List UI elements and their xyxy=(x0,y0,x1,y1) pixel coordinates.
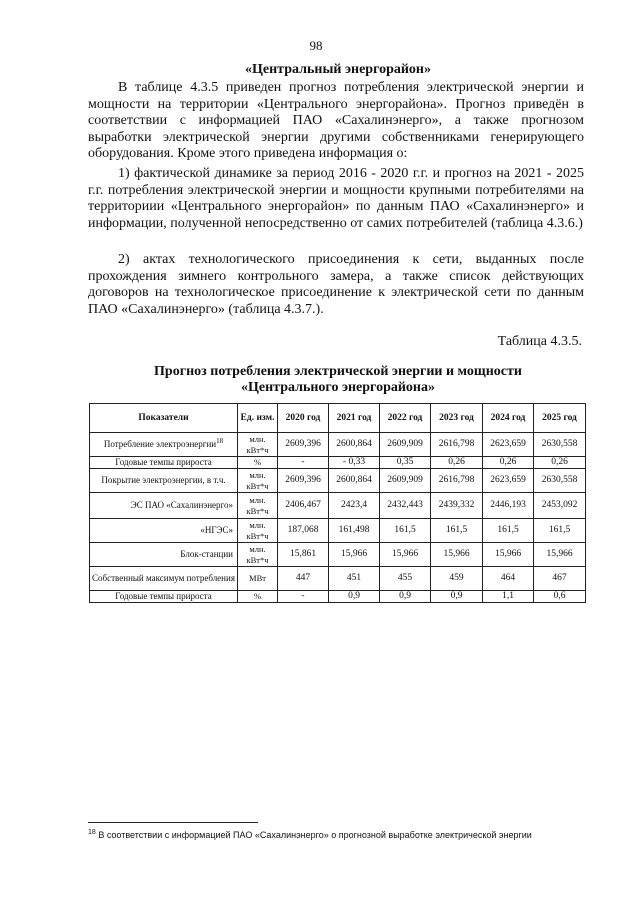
intro-text: В таблице 4.3.5 приведен прогноз потребления электрической энергии и мощности на территории «Центрального энергорайона». Прогноз приведён в соответствии с информацией ПАО «Сахалинэнерго», а также прогнозом выработки электрической энергии другими собственниками генерирующего оборудования. Кроме этого приведена информация о: xyxy=(88,80,584,162)
value-cell: 2432,443 xyxy=(380,493,431,519)
table-row xyxy=(90,519,586,543)
section-title: «Центральный энергорайон» xyxy=(245,62,431,77)
unit-cell: млн. кВт*ч xyxy=(238,543,278,567)
indicator-cell xyxy=(90,567,238,591)
value-cell: 0,26 xyxy=(534,457,586,469)
footnote-text: В соответствии с информацией ПАО «Сахалинэнерго» о прогнозной выработке электрической энергии xyxy=(98,830,532,840)
value-cell: - xyxy=(278,457,329,469)
value-cell: 464 xyxy=(483,567,534,591)
value-cell: 161,5 xyxy=(483,519,534,543)
unit-cell: млн. кВт*ч xyxy=(238,519,278,543)
value-cell: 0,9 xyxy=(431,591,483,603)
value-cell: 161,5 xyxy=(380,519,431,543)
value-cell: 187,068 xyxy=(278,519,329,543)
table-row xyxy=(90,469,586,493)
indicator-label: Потребление электроэнергии xyxy=(103,439,217,450)
indicator-cell xyxy=(90,543,238,567)
value-cell: 161,498 xyxy=(329,519,380,543)
header-cell: Ед. изм. xyxy=(238,404,278,433)
value-cell: 0,26 xyxy=(431,457,483,469)
value-cell: 2406,467 xyxy=(278,493,329,519)
value-cell: 0,26 xyxy=(483,457,534,469)
header-cell: 2025 год xyxy=(534,404,586,433)
value-cell: 0,6 xyxy=(534,591,586,603)
table-row xyxy=(90,567,586,591)
value-cell: 451 xyxy=(329,567,380,591)
footnote xyxy=(88,830,588,840)
header-cell: Показатели xyxy=(90,404,238,433)
value-cell: 459 xyxy=(431,567,483,591)
value-cell: 2623,659 xyxy=(483,433,534,457)
value-cell: 161,5 xyxy=(534,519,586,543)
table-row xyxy=(90,433,586,457)
indicator-label: Блок-станции xyxy=(180,549,233,560)
value-cell: 15,861 xyxy=(278,543,329,567)
value-cell: 467 xyxy=(534,567,586,591)
indicator-cell xyxy=(90,457,238,469)
value-cell: 161,5 xyxy=(431,519,483,543)
unit-cell: % xyxy=(238,591,278,603)
value-cell: 2439,332 xyxy=(431,493,483,519)
value-cell: 15,966 xyxy=(431,543,483,567)
footnote-mark: 18 xyxy=(88,829,96,836)
unit-cell: млн. кВт*ч xyxy=(238,433,278,457)
table-caption: Таблица 4.3.5. xyxy=(497,334,582,349)
value-cell: 2453,092 xyxy=(534,493,586,519)
footnote-divider xyxy=(88,822,258,823)
value-cell: 1,1 xyxy=(483,591,534,603)
value-cell: 2600,864 xyxy=(329,469,380,493)
value-cell: 0,35 xyxy=(380,457,431,469)
unit-cell: млн. кВт*ч xyxy=(238,469,278,493)
indicator-cell xyxy=(90,591,238,603)
indicator-cell xyxy=(90,469,238,493)
indicator-cell xyxy=(90,493,238,519)
value-cell: 0,9 xyxy=(329,591,380,603)
value-cell: 455 xyxy=(380,567,431,591)
table-row xyxy=(90,457,586,469)
value-cell: 15,966 xyxy=(380,543,431,567)
value-cell: 2630,558 xyxy=(534,469,586,493)
table-header-row xyxy=(90,404,586,433)
value-cell: 2616,798 xyxy=(431,433,483,457)
value-cell: 2609,396 xyxy=(278,433,329,457)
forecast-table xyxy=(89,403,586,603)
value-cell: 2616,798 xyxy=(431,469,483,493)
header-cell: 2024 год xyxy=(483,404,534,433)
unit-cell: МВт xyxy=(238,567,278,591)
value-cell: 2630,558 xyxy=(534,433,586,457)
header-cell: 2022 год xyxy=(380,404,431,433)
indicator-label: ЭС ПАО «Сахалинэнерго» xyxy=(130,500,233,511)
value-cell: 2623,659 xyxy=(483,469,534,493)
table-row xyxy=(90,493,586,519)
value-cell: 15,966 xyxy=(534,543,586,567)
list-item-2-text: 2) актах технологического присоединения к сети, выданных после прохождения зимнего контрольного замера, а также список действующих договоров на технологическое присоединение к электрической сети по данным ПАО «Сахалинэнерго» (таблица 4.3.7.). xyxy=(88,252,584,317)
indicator-label: Собственный максимум потребления xyxy=(92,573,235,584)
value-cell: 2609,909 xyxy=(380,469,431,493)
value-cell: 447 xyxy=(278,567,329,591)
footnote-reference: 18 xyxy=(216,437,224,446)
value-cell: 2609,909 xyxy=(380,433,431,457)
header-cell: 2020 год xyxy=(278,404,329,433)
intro-paragraph xyxy=(88,80,584,163)
table-row xyxy=(90,591,586,603)
indicator-cell xyxy=(90,433,238,457)
table-title-line-2: «Центрального энергорайона» xyxy=(240,380,435,395)
indicator-label: Покрытие электроэнергии, в т.ч. xyxy=(101,475,226,486)
value-cell: 2600,864 xyxy=(329,433,380,457)
indicator-label: Годовые темпы прироста xyxy=(115,457,212,468)
table-row xyxy=(90,543,586,567)
value-cell: 2423,4 xyxy=(329,493,380,519)
indicator-cell xyxy=(90,519,238,543)
value-cell: 15,966 xyxy=(329,543,380,567)
indicator-label: Годовые темпы прироста xyxy=(115,591,212,602)
unit-cell: % xyxy=(238,457,278,469)
indicator-label: «НГЭС» xyxy=(200,525,233,536)
table-body xyxy=(90,433,586,603)
header-cell: 2023 год xyxy=(431,404,483,433)
page-number: 98 xyxy=(309,38,323,53)
value-cell: - 0,33 xyxy=(329,457,380,469)
header-cell: 2021 год xyxy=(329,404,380,433)
value-cell: - xyxy=(278,591,329,603)
value-cell: 0,9 xyxy=(380,591,431,603)
unit-cell: млн. кВт*ч xyxy=(238,493,278,519)
list-item-2 xyxy=(88,252,584,318)
value-cell: 2609,396 xyxy=(278,469,329,493)
table-title xyxy=(88,364,588,396)
value-cell: 15,966 xyxy=(483,543,534,567)
value-cell: 2446,193 xyxy=(483,493,534,519)
table-title-line-1: Прогноз потребления электрической энергии и мощности xyxy=(154,364,522,379)
list-item-1 xyxy=(88,166,584,232)
list-item-1-text: 1) фактической динамике за период 2016 - 2020 г.г. и прогноз на 2021 - 2025 г.г. потребления электрической энергии и мощности крупными потребителями на территориии «Центрального энергорайон» по данным ПАО «Сахалинэнерго» и информации, полученной непосредственно от самих потребителей (таблица 4.3.6.) xyxy=(88,166,584,231)
